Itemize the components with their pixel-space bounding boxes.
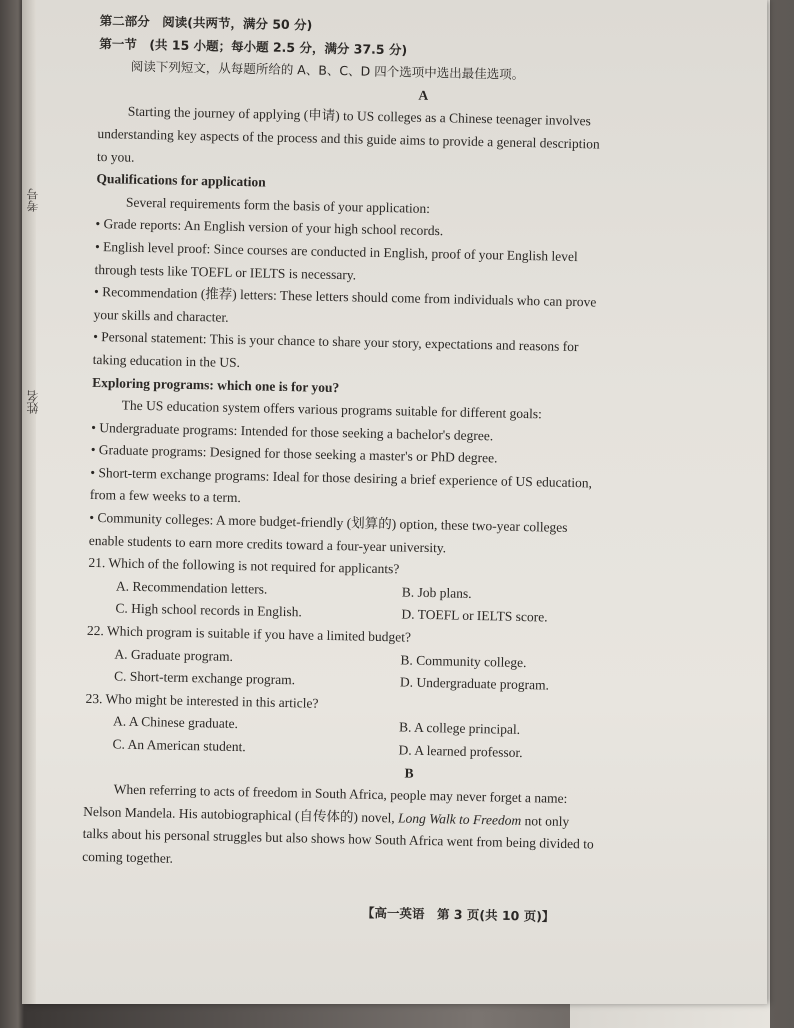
question-stem-23: 23. Who might be interested in this article? xyxy=(85,690,319,711)
qualifications-heading: Qualifications for application xyxy=(96,171,266,190)
exam-number-label: 考号 xyxy=(26,188,40,212)
program-item: from a few weeks to a term. xyxy=(89,487,242,506)
option-23-b: B. A college principal. xyxy=(398,719,521,738)
name-label: 姓名 xyxy=(26,390,40,414)
qualification-item: • English level proof: Since courses are conducted in English, proof of your English level xyxy=(94,238,578,264)
passage-b-label: B xyxy=(404,765,414,781)
book-title: Long Walk to Freedom xyxy=(397,810,522,828)
program-item: enable students to earn more credits toward a four-year university. xyxy=(88,532,447,556)
qualification-item: • Recommendation (推荐) letters: These letters should come from individuals who can prove xyxy=(93,284,597,310)
programs-intro: The US education system offers various programs suitable for different goals: xyxy=(121,397,542,422)
passage-a-intro-line: understanding key aspects of the process and this guide aims to provide a general description xyxy=(97,125,600,152)
instruction-text: 阅读下列短文，从每题所给的 A、B、C、D 四个选项中选出最佳选项。 xyxy=(130,58,525,83)
passage-b-line: When referring to acts of freedom in South Africa, people may never forget a name: xyxy=(113,781,568,807)
passage-a-intro-line: Starting the journey of applying (申请) to US colleges as a Chinese teenager involves xyxy=(127,103,591,129)
section-title: 第二部分 阅读(共两节，满分 50 分) xyxy=(99,12,313,33)
option-22-b: B. Community college. xyxy=(400,652,527,670)
option-23-d: D. A learned professor. xyxy=(398,742,523,761)
passage-b-line: coming together. xyxy=(82,848,174,866)
qualification-item: through tests like TOEFL or IELTS is necessary. xyxy=(94,261,357,282)
programs-heading: Exploring programs: which one is for you? xyxy=(92,374,340,395)
question-stem-21: 21. Which of the following is not required for applicants? xyxy=(88,555,400,577)
page-binding-edge xyxy=(22,0,36,1004)
program-item: • Undergraduate programs: Intended for those seeking a bachelor's degree. xyxy=(91,419,494,444)
subsection-title: 第一节 (共 15 小题；每小题 2.5 分，满分 37.5 分) xyxy=(99,35,408,58)
qualifications-intro: Several requirements form the basis of your application: xyxy=(125,194,431,216)
program-item: • Short-term exchange programs: Ideal for those desiring a brief experience of US education, xyxy=(90,464,593,491)
option-21-b: B. Job plans. xyxy=(401,584,472,601)
passage-b-text: Nelson Mandela. His autobiographical (自传体的) novel, xyxy=(83,803,395,826)
option-23-c: C. An American student. xyxy=(112,736,246,755)
option-21-c: C. High school records in English. xyxy=(115,600,302,620)
qualification-item: • Personal statement: This is your chance to share your story, expectations and reasons for xyxy=(92,329,579,355)
option-22-a: A. Graduate program. xyxy=(114,646,234,664)
option-21-a: A. Recommendation letters. xyxy=(115,578,268,597)
option-21-d: D. TOEFL or IELTS score. xyxy=(401,606,548,625)
program-item: • Graduate programs: Designed for those seeking a master's or PhD degree. xyxy=(90,442,498,466)
option-22-c: C. Short-term exchange program. xyxy=(113,668,296,688)
passage-a-label: A xyxy=(418,87,429,103)
page-footer: 【高一英语 第 3 页(共 10 页)】 xyxy=(361,904,555,925)
passage-b-line: talks about his personal struggles but also shows how South Africa went from being divided to xyxy=(82,826,594,852)
passage-a-intro-line: to you. xyxy=(96,148,135,165)
exam-page xyxy=(22,0,767,1004)
qualification-item: taking education in the US. xyxy=(92,351,241,370)
passage-b-text: not only xyxy=(524,812,570,829)
qualification-item: • Grade reports: An English version of your high school records. xyxy=(95,216,444,239)
question-stem-22: 22. Which program is suitable if you have a limited budget? xyxy=(86,622,412,645)
exam-content xyxy=(82,10,750,882)
qualification-item: your skills and character. xyxy=(93,306,229,325)
program-item: • Community colleges: A more budget-friendly (划算的) option, these two-year colleges xyxy=(89,509,568,535)
option-22-d: D. Undergraduate program. xyxy=(399,674,550,693)
option-23-a: A. A Chinese graduate. xyxy=(112,713,239,732)
